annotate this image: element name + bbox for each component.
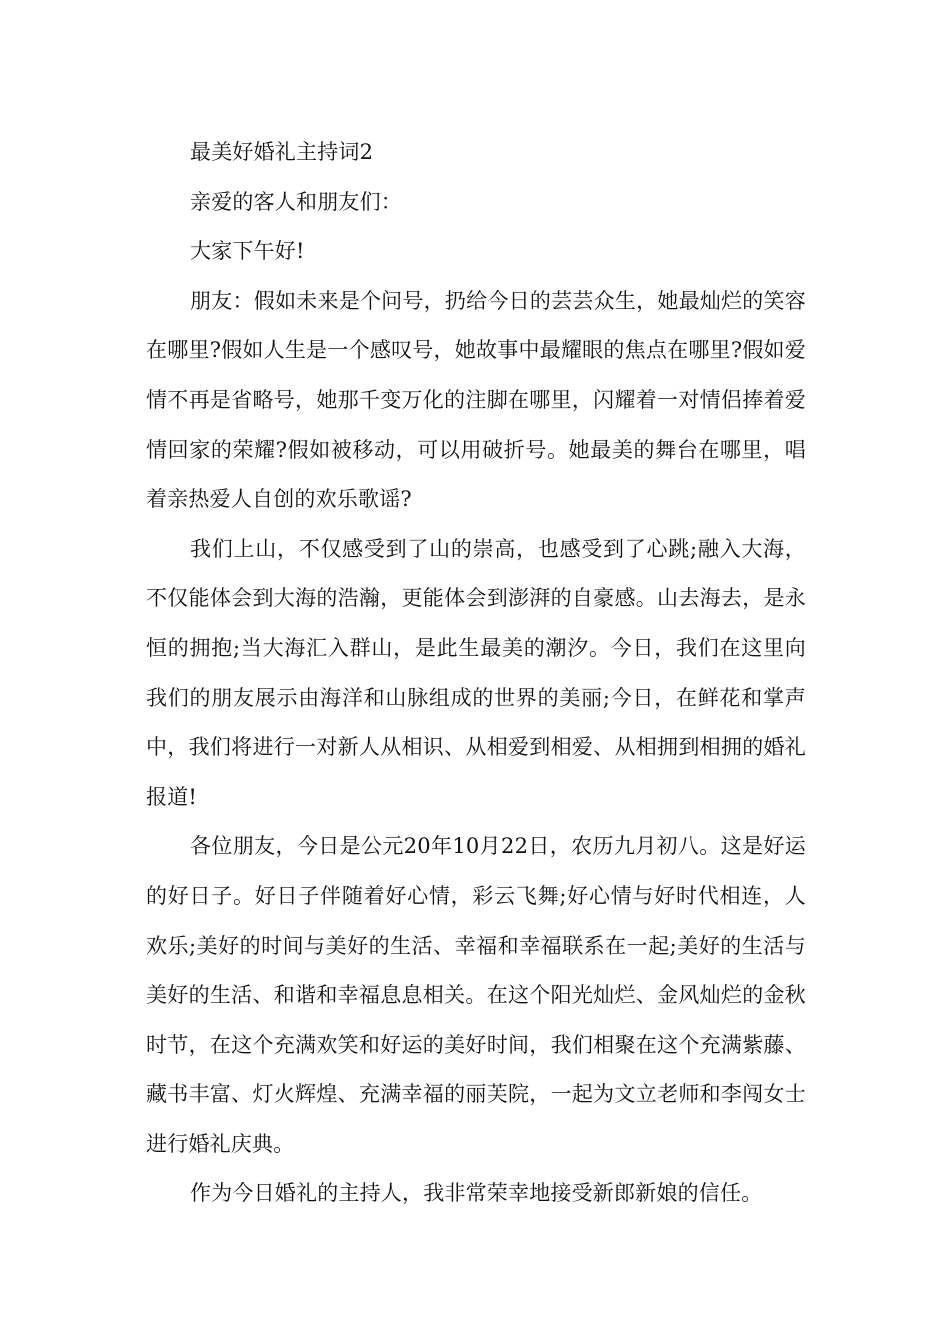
- paragraph-date: 各位朋友，今日是公元20年10月22日，农历九月初八。这是好运的好日子。好日子伴随着好心情，彩云飞舞;好心情与好时代相连，人欢乐;美好的时间与美好的生活、幸福和幸福联系在一起;美好的生活与美好的生活、和谐和幸福息息相关。在这个阳光灿烂、金风灿烂的金秋时节，在这个充满欢笑和好运的美好时间，我们相聚在这个充满紫藤、藏书丰富、灯火辉煌、充满幸福的丽芙院，一起为文立老师和李闯女士进行婚礼庆典。: [146, 834, 806, 1156]
- document-title: 最美好婚礼主持词2: [190, 140, 374, 164]
- document-body: [146, 128, 806, 1219]
- paragraph-mountain-sea: 我们上山，不仅感受到了山的崇高，也感受到了心跳;融入大海，不仅能体会到大海的浩瀚，更能体会到澎湃的自豪感。山去海去，是永恒的拥抱;当大海汇入群山，是此生最美的潮汐。今日，我们在这里向我们的朋友展示由海洋和山脉组成的世界的美丽;今日，在鲜花和掌声中，我们将进行一对新人从相识、从相爱到相爱、从相拥到相拥的婚礼报道!: [146, 536, 806, 809]
- paragraph-good-afternoon: 大家下午好!: [190, 239, 305, 264]
- paragraph-host: 作为今日婚礼的主持人，我非常荣幸地接受新郎新娘的信任。: [190, 1181, 763, 1206]
- paragraph-question-mark: 朋友：假如未来是个问号，扔给今日的芸芸众生，她最灿烂的笑容在哪里?假如人生是一个感叹号，她故事中最耀眼的焦点在哪里?假如爱情不再是省略号，她那千变万化的注脚在哪里，闪耀着一对情侣捧着爱情回家的荣耀?假如被移动，可以用破折号。她最美的舞台在哪里，唱着亲热爱人自创的欢乐歌谣?: [146, 288, 806, 512]
- paragraph-greeting: 亲爱的客人和朋友们：: [190, 189, 402, 214]
